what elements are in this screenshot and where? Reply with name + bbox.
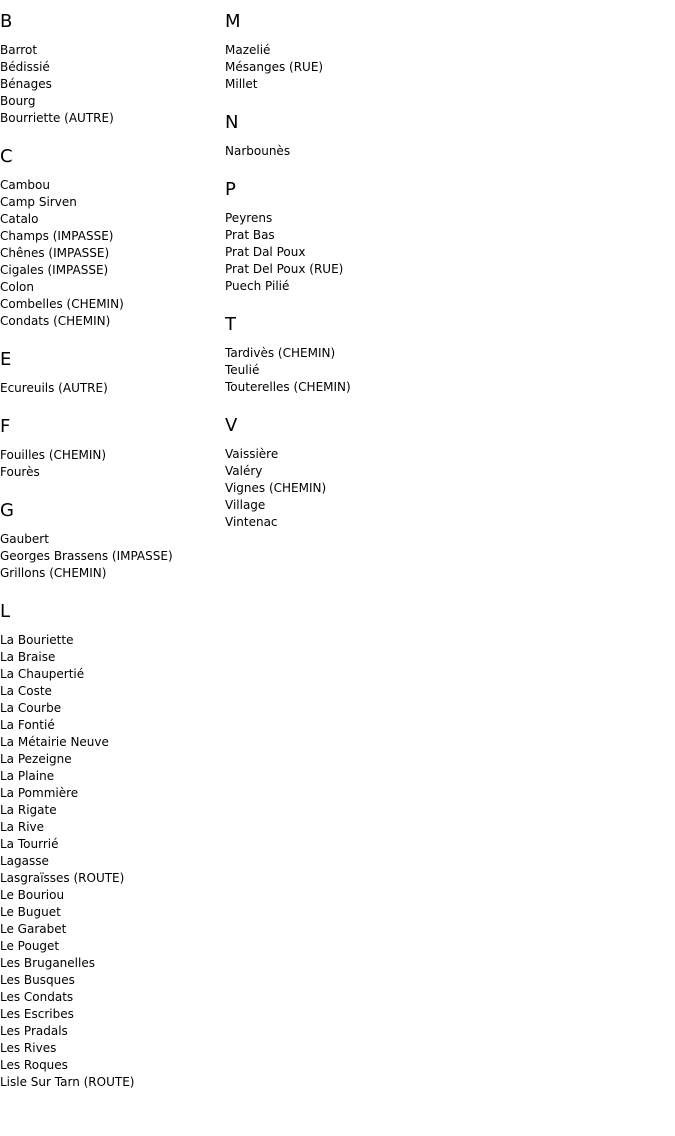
street-item: Prat Dal Poux <box>225 245 306 259</box>
street-item: Condats (CHEMIN) <box>0 314 111 328</box>
street-item: Georges Brassens (IMPASSE) <box>0 549 173 563</box>
letter-group-l <box>0 602 225 1091</box>
letter-heading: N <box>225 112 239 133</box>
index-column-left <box>0 0 225 1091</box>
street-item: Millet <box>225 77 258 91</box>
street-list <box>225 143 665 160</box>
letter-heading: C <box>0 146 13 167</box>
street-item: Les Condats <box>0 990 74 1004</box>
street-item: La Rigate <box>0 803 57 817</box>
letter-heading: P <box>225 179 236 200</box>
street-item: La Courbe <box>0 701 62 715</box>
street-item: Lasgraïsses (ROUTE) <box>0 871 125 885</box>
street-item: La Bouriette <box>0 633 74 647</box>
street-item: Touterelles (CHEMIN) <box>225 380 351 394</box>
street-item: Barrot <box>0 43 38 57</box>
street-item: Village <box>225 498 266 512</box>
street-item: Vaissière <box>225 447 279 461</box>
letter-group-c <box>0 147 225 330</box>
letter-group-m <box>225 12 665 93</box>
street-item: Chênes (IMPASSE) <box>0 246 110 260</box>
street-item: Fouilles (CHEMIN) <box>0 448 107 462</box>
street-item: Mazelié <box>225 43 271 57</box>
letter-group-e <box>0 350 225 397</box>
street-item: La Métairie Neuve <box>0 735 109 749</box>
street-list <box>0 380 225 397</box>
street-list <box>0 177 225 330</box>
street-item: Lagasse <box>0 854 49 868</box>
street-item: Bénages <box>0 77 52 91</box>
letter-group-n <box>225 113 665 160</box>
street-item: Teulié <box>225 363 260 377</box>
street-item: Bédissié <box>0 60 50 74</box>
street-item: Gaubert <box>0 532 49 546</box>
street-item: Camp Sirven <box>0 195 77 209</box>
street-item: Les Roques <box>0 1058 68 1072</box>
letter-group-b <box>0 12 225 127</box>
letter-heading: E <box>0 349 12 370</box>
letter-heading: T <box>225 314 236 335</box>
street-item: Lisle Sur Tarn (ROUTE) <box>0 1075 135 1089</box>
street-list <box>0 632 225 1091</box>
street-item: Prat Del Poux (RUE) <box>225 262 344 276</box>
street-item: Le Pouget <box>0 939 60 953</box>
street-item: Tardivès (CHEMIN) <box>225 346 336 360</box>
letter-heading: M <box>225 11 241 32</box>
street-item: Catalo <box>0 212 39 226</box>
street-item: Mésanges (RUE) <box>225 60 324 74</box>
street-item: Puech Pilié <box>225 279 290 293</box>
street-item: Combelles (CHEMIN) <box>0 297 124 311</box>
letter-group-g <box>0 501 225 582</box>
street-item: Valéry <box>225 464 263 478</box>
street-item: Narbounès <box>225 144 291 158</box>
street-item: La Pommière <box>0 786 79 800</box>
street-item: La Tourrié <box>0 837 59 851</box>
street-item: Les Bruganelles <box>0 956 95 970</box>
street-list <box>0 447 225 481</box>
street-item: Cambou <box>0 178 50 192</box>
letter-heading: F <box>0 416 11 437</box>
street-item: Fourès <box>0 465 40 479</box>
letter-group-t <box>225 315 665 396</box>
street-item: Les Escribes <box>0 1007 74 1021</box>
street-item: La Coste <box>0 684 52 698</box>
street-item: Colon <box>0 280 35 294</box>
street-item: Prat Bas <box>225 228 275 242</box>
street-list <box>0 531 225 582</box>
street-item: Ecureuils (AUTRE) <box>0 381 108 395</box>
street-item: Le Garabet <box>0 922 67 936</box>
street-item: La Rive <box>0 820 45 834</box>
letter-heading: B <box>0 11 13 32</box>
letter-heading: G <box>0 500 14 521</box>
street-item: La Plaine <box>0 769 55 783</box>
street-item: La Fontié <box>0 718 55 732</box>
letter-group-v <box>225 416 665 531</box>
index-column-right <box>225 0 665 531</box>
street-item: Vintenac <box>225 515 278 529</box>
street-item: Peyrens <box>225 211 273 225</box>
street-item: Les Rives <box>0 1041 57 1055</box>
street-item: Les Pradals <box>0 1024 68 1038</box>
letter-group-p <box>225 180 665 295</box>
street-item: Cigales (IMPASSE) <box>0 263 109 277</box>
street-item: Bourg <box>0 94 36 108</box>
letter-heading: L <box>0 601 11 622</box>
street-item: Grillons (CHEMIN) <box>0 566 107 580</box>
street-item: Le Bouriou <box>0 888 65 902</box>
street-item: Bourriette (AUTRE) <box>0 111 114 125</box>
street-item: Champs (IMPASSE) <box>0 229 114 243</box>
letter-group-f <box>0 417 225 481</box>
street-item: Le Buguet <box>0 905 61 919</box>
street-list <box>225 42 665 93</box>
street-item: Les Busques <box>0 973 75 987</box>
street-list <box>0 42 225 127</box>
street-item: La Braise <box>0 650 56 664</box>
street-item: La Chaupertié <box>0 667 85 681</box>
street-item: Vignes (CHEMIN) <box>225 481 327 495</box>
letter-heading: V <box>225 415 238 436</box>
street-list <box>225 210 665 295</box>
street-list <box>225 446 665 531</box>
street-list <box>225 345 665 396</box>
street-item: La Pezeigne <box>0 752 72 766</box>
